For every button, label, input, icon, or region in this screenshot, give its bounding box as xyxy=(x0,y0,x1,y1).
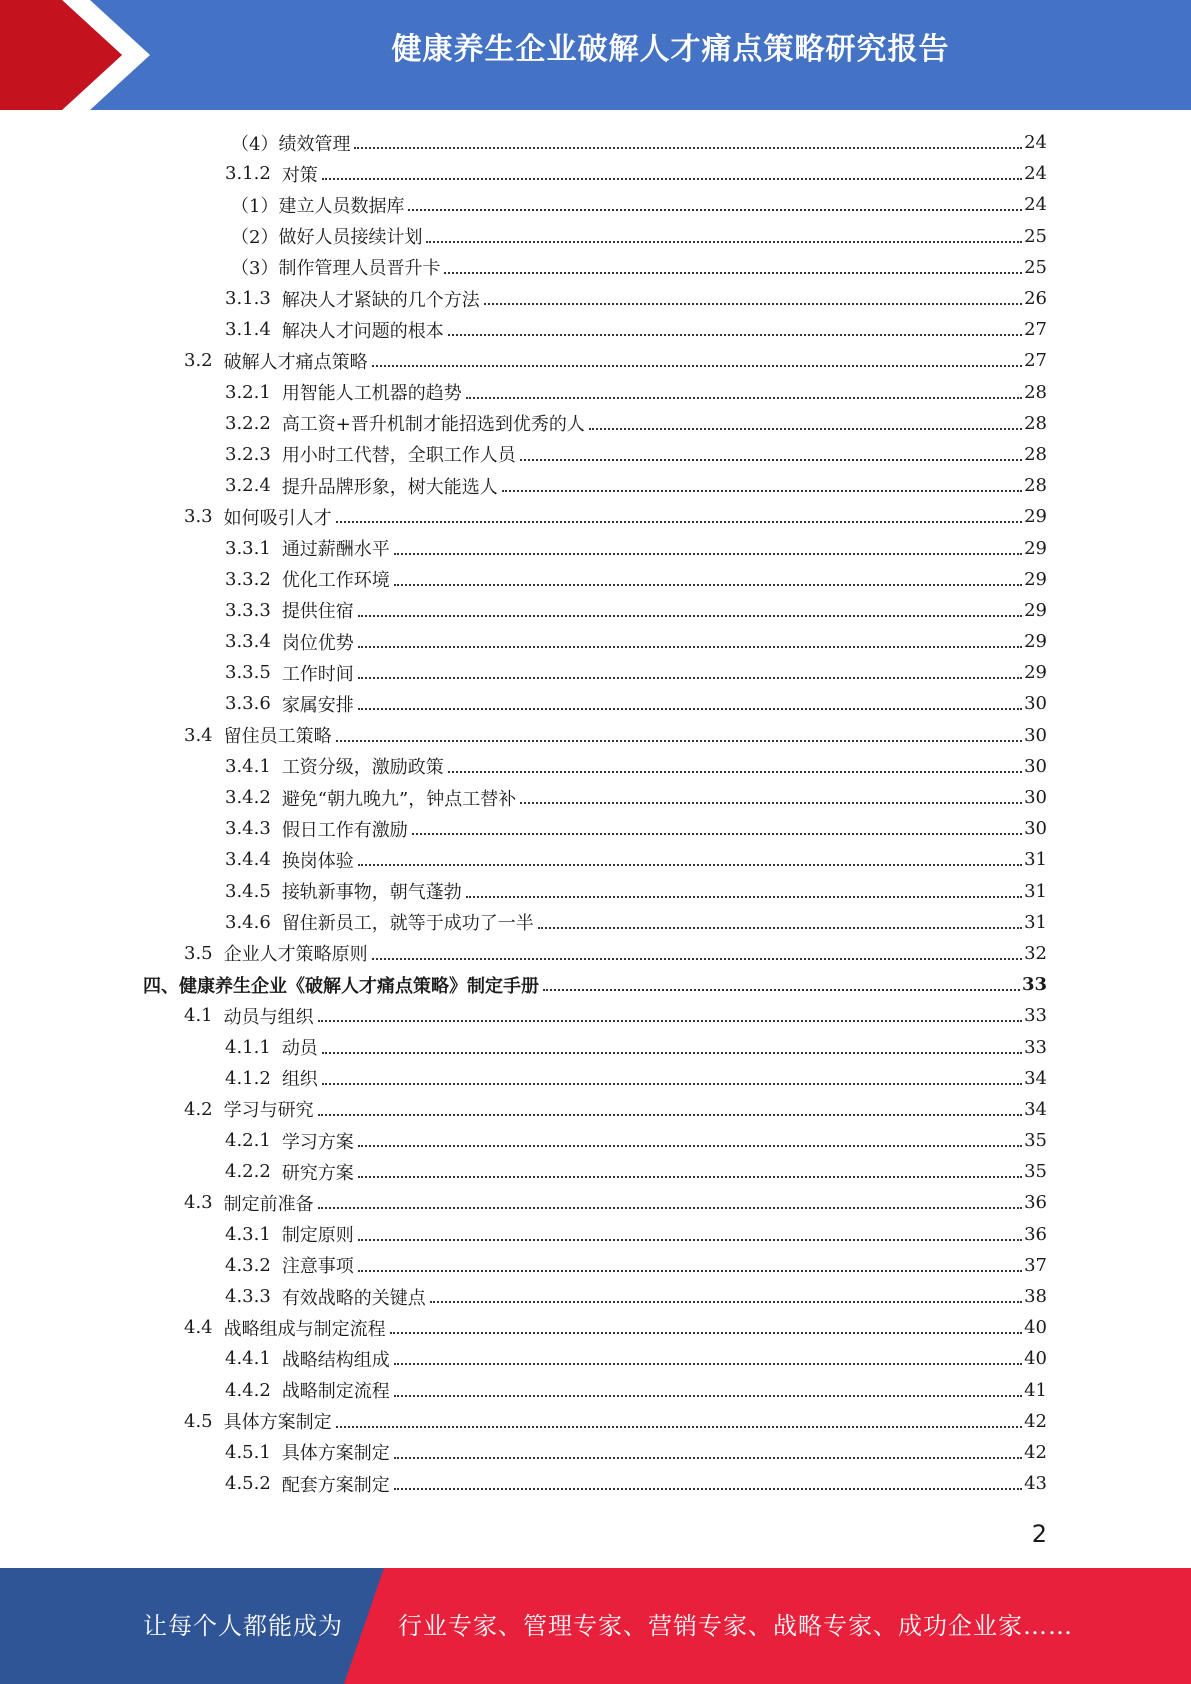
toc-entry-page: 30 xyxy=(1024,787,1047,809)
toc-entry-title: 学习方案 xyxy=(281,1131,354,1153)
toc-entry-page: 28 xyxy=(1024,381,1047,403)
toc-entry-page: 28 xyxy=(1024,475,1047,497)
toc-entry-title: 有效战略的关键点 xyxy=(281,1287,426,1309)
toc-entry-page: 29 xyxy=(1024,537,1047,559)
toc-entry-page: 26 xyxy=(1024,288,1047,310)
toc-dot-leader xyxy=(394,1394,1022,1397)
toc-entry-title: 解决人才紧缺的几个方法 xyxy=(281,289,480,311)
toc-entry-number: 3.4.2 xyxy=(225,787,271,809)
toc-entry[interactable] xyxy=(0,345,1191,376)
toc-dot-leader xyxy=(448,770,1022,773)
toc-entry-page: 35 xyxy=(1024,1130,1047,1152)
toc-entry-number: 3.2.4 xyxy=(225,475,271,497)
toc-entry[interactable] xyxy=(0,189,1191,220)
toc-entry-page: 33 xyxy=(1021,974,1047,996)
toc-entry-page: 28 xyxy=(1024,412,1047,434)
footer-slogan-left: 让每个人都能成为 xyxy=(143,1612,343,1640)
toc-entry-title: 具体方案制定 xyxy=(223,1412,332,1434)
toc-entry-number: 3.1.2 xyxy=(225,163,271,185)
toc-entry-number: 4.5.2 xyxy=(225,1473,271,1495)
toc-entry[interactable] xyxy=(0,127,1191,158)
toc-entry-number: 3.4.6 xyxy=(225,911,271,933)
toc-dot-leader xyxy=(466,396,1022,399)
toc-entry[interactable] xyxy=(0,377,1191,408)
toc-entry[interactable] xyxy=(0,283,1191,314)
toc-entry-page: 33 xyxy=(1024,1005,1047,1027)
toc-entry[interactable] xyxy=(0,1437,1191,1468)
toc-dot-leader xyxy=(520,458,1022,461)
toc-entry-page: 40 xyxy=(1024,1317,1047,1339)
toc-entry-title: 动员与组织 xyxy=(223,1006,314,1028)
page-footer xyxy=(0,1568,1191,1684)
toc-entry-title: 具体方案制定 xyxy=(281,1443,390,1465)
toc-entry-title: （3）制作管理人员晋升卡 xyxy=(231,258,441,280)
toc-entry[interactable] xyxy=(0,1219,1191,1250)
toc-dot-leader xyxy=(318,1206,1022,1209)
toc-entry-title: 留住新员工，就等于成功了一半 xyxy=(281,913,534,935)
toc-dot-leader xyxy=(358,863,1022,866)
toc-dot-leader xyxy=(318,1113,1022,1116)
toc-entry[interactable] xyxy=(0,1156,1191,1187)
toc-entry-number: 4.3.1 xyxy=(225,1223,271,1245)
toc-entry[interactable] xyxy=(0,1094,1191,1125)
toc-dot-leader xyxy=(466,895,1022,898)
toc-entry-number: 3.5 xyxy=(184,942,213,964)
toc-entry[interactable] xyxy=(0,751,1191,782)
toc-dot-leader xyxy=(372,957,1022,960)
toc-dot-leader xyxy=(502,489,1022,492)
toc-entry[interactable] xyxy=(0,1063,1191,1094)
toc-entry-page: 25 xyxy=(1024,256,1047,278)
toc-entry[interactable] xyxy=(0,938,1191,969)
toc-entry-page: 32 xyxy=(1024,942,1047,964)
toc-entry-page: 25 xyxy=(1024,225,1047,247)
toc-entry-number: 4.2.1 xyxy=(225,1130,271,1152)
toc-entry[interactable] xyxy=(0,876,1191,907)
toc-entry-number: 4.2 xyxy=(184,1098,213,1120)
toc-entry-title: 家属安排 xyxy=(281,694,354,716)
toc-dot-leader xyxy=(336,520,1022,523)
toc-entry-number: 3.4.3 xyxy=(225,818,271,840)
toc-dot-leader xyxy=(543,988,1020,991)
toc-entry-number: 3.2.3 xyxy=(225,443,271,465)
toc-entry[interactable] xyxy=(0,501,1191,532)
table-of-contents xyxy=(0,127,1191,1499)
toc-entry-page: 30 xyxy=(1024,693,1047,715)
toc-entry[interactable] xyxy=(0,782,1191,813)
toc-entry-number: 3.2 xyxy=(184,350,213,372)
toc-entry[interactable] xyxy=(0,1375,1191,1406)
toc-entry-page: 30 xyxy=(1024,818,1047,840)
toc-dot-leader xyxy=(394,552,1022,555)
toc-entry-title: 动员 xyxy=(281,1038,318,1060)
toc-entry-page: 36 xyxy=(1024,1223,1047,1245)
toc-entry-page: 27 xyxy=(1024,319,1047,341)
toc-entry[interactable] xyxy=(0,564,1191,595)
toc-dot-leader xyxy=(318,1019,1022,1022)
toc-entry-page: 33 xyxy=(1024,1036,1047,1058)
toc-entry-page: 43 xyxy=(1024,1473,1047,1495)
page-number: 2 xyxy=(1031,1520,1047,1548)
toc-entry[interactable] xyxy=(0,720,1191,751)
toc-entry-page: 36 xyxy=(1024,1192,1047,1214)
toc-entry-title: 战略组成与制定流程 xyxy=(223,1318,386,1340)
toc-dot-leader xyxy=(430,1300,1022,1303)
toc-entry-number: 3.4 xyxy=(184,724,213,746)
toc-entry[interactable] xyxy=(0,1468,1191,1499)
toc-entry-page: 34 xyxy=(1024,1067,1047,1089)
toc-entry-number: 3.3 xyxy=(184,506,213,528)
toc-dot-leader xyxy=(412,832,1022,835)
toc-entry-page: 31 xyxy=(1024,911,1047,933)
toc-entry-title: 岗位优势 xyxy=(281,632,354,654)
toc-entry-page: 31 xyxy=(1024,880,1047,902)
toc-dot-leader xyxy=(408,208,1022,211)
toc-entry-title: 解决人才问题的根本 xyxy=(281,320,444,342)
toc-entry-title: 工资分级，激励政策 xyxy=(281,757,444,779)
toc-entry-number: 4.4.1 xyxy=(225,1348,271,1370)
toc-entry-page: 24 xyxy=(1024,163,1047,185)
toc-entry[interactable] xyxy=(0,532,1191,563)
toc-entry-page: 27 xyxy=(1024,350,1047,372)
toc-dot-leader xyxy=(390,1331,1022,1334)
toc-entry-number: 3.3.6 xyxy=(225,693,271,715)
toc-entry-title: 避免“朝九晚九”，钟点工替补 xyxy=(281,788,517,810)
toc-entry-page: 29 xyxy=(1024,662,1047,684)
toc-entry-number: 4.3 xyxy=(184,1192,213,1214)
toc-entry-page: 34 xyxy=(1024,1098,1047,1120)
toc-entry-page: 24 xyxy=(1024,132,1047,154)
toc-entry-number: 3.2.2 xyxy=(225,412,271,434)
toc-entry-page: 28 xyxy=(1024,443,1047,465)
toc-entry-title: 四、健康养生企业《破解人才痛点策略》制定手册 xyxy=(143,975,539,997)
toc-entry-number: 4.1.2 xyxy=(225,1067,271,1089)
toc-entry-title: 用小时工代替，全职工作人员 xyxy=(281,445,516,467)
toc-entry-title: 换岗体验 xyxy=(281,850,354,872)
toc-dot-leader xyxy=(358,1269,1022,1272)
toc-entry[interactable] xyxy=(0,657,1191,688)
toc-entry-title: 组织 xyxy=(281,1069,318,1091)
toc-dot-leader xyxy=(354,146,1022,149)
toc-entry-title: 制定原则 xyxy=(281,1225,354,1247)
toc-entry-title: 工作时间 xyxy=(281,663,354,685)
toc-entry-title: 配套方案制定 xyxy=(281,1474,390,1496)
toc-entry-page: 42 xyxy=(1024,1410,1047,1432)
toc-entry[interactable] xyxy=(0,1187,1191,1218)
toc-entry-number: 4.3.2 xyxy=(225,1254,271,1276)
header-chevron-decoration xyxy=(0,0,160,110)
toc-entry-number: 4.5.1 xyxy=(225,1441,271,1463)
toc-entry-page: 40 xyxy=(1024,1348,1047,1370)
toc-entry-title: 通过薪酬水平 xyxy=(281,539,390,561)
toc-entry[interactable] xyxy=(0,252,1191,283)
toc-entry-title: 破解人才痛点策略 xyxy=(223,351,368,373)
toc-entry-title: 高工资+晋升机制才能招选到优秀的人 xyxy=(281,414,585,436)
toc-entry-page: 35 xyxy=(1024,1161,1047,1183)
toc-entry[interactable] xyxy=(0,1125,1191,1156)
toc-entry[interactable] xyxy=(0,158,1191,189)
toc-entry-title: 学习与研究 xyxy=(223,1100,314,1122)
toc-entry-page: 30 xyxy=(1024,724,1047,746)
toc-entry[interactable] xyxy=(0,408,1191,439)
toc-entry-page: 38 xyxy=(1024,1286,1047,1308)
toc-dot-leader xyxy=(484,302,1022,305)
toc-entry[interactable] xyxy=(0,470,1191,501)
toc-dot-leader xyxy=(358,676,1022,679)
toc-entry-number: 3.4.1 xyxy=(225,755,271,777)
toc-entry-title: 如何吸引人才 xyxy=(223,507,332,529)
toc-entry[interactable] xyxy=(0,844,1191,875)
toc-entry-title: 研究方案 xyxy=(281,1162,354,1184)
toc-entry-title: （2）做好人员接续计划 xyxy=(231,227,423,249)
toc-dot-leader xyxy=(358,1238,1022,1241)
toc-dot-leader xyxy=(358,614,1022,617)
toc-entry[interactable] xyxy=(0,969,1191,1000)
toc-entry-title: 企业人才策略原则 xyxy=(223,944,368,966)
toc-entry-number: 4.4.2 xyxy=(225,1379,271,1401)
toc-entry[interactable] xyxy=(0,1250,1191,1281)
toc-dot-leader xyxy=(444,271,1022,274)
header-title: 健康养生企业破解人才痛点策略研究报告 xyxy=(391,32,950,67)
toc-entry-page: 30 xyxy=(1024,755,1047,777)
toc-dot-leader xyxy=(538,926,1022,929)
toc-entry-number: 3.3.3 xyxy=(225,599,271,621)
toc-entry-title: 留住员工策略 xyxy=(223,726,332,748)
toc-entry-number: 3.4.5 xyxy=(225,880,271,902)
toc-entry-title: （4）绩效管理 xyxy=(231,133,351,155)
toc-entry-title: （1）建立人员数据库 xyxy=(231,195,405,217)
toc-entry-number: 3.4.4 xyxy=(225,849,271,871)
toc-entry-number: 4.1.1 xyxy=(225,1036,271,1058)
toc-dot-leader xyxy=(372,364,1022,367)
toc-entry-number: 4.3.3 xyxy=(225,1286,271,1308)
toc-entry-number: 3.3.4 xyxy=(225,631,271,653)
toc-dot-leader xyxy=(394,583,1022,586)
toc-dot-leader xyxy=(426,240,1022,243)
toc-entry-title: 接轨新事物，朝气蓬勃 xyxy=(281,882,462,904)
toc-entry-number: 4.5 xyxy=(184,1410,213,1432)
toc-entry-number: 3.3.5 xyxy=(225,662,271,684)
toc-dot-leader xyxy=(394,1456,1022,1459)
toc-entry-title: 用智能人工机器的趋势 xyxy=(281,383,462,405)
toc-dot-leader xyxy=(358,1144,1022,1147)
toc-dot-leader xyxy=(520,801,1022,804)
toc-entry[interactable] xyxy=(0,1281,1191,1312)
toc-dot-leader xyxy=(336,739,1022,742)
toc-entry-title: 战略制定流程 xyxy=(281,1381,390,1403)
toc-dot-leader xyxy=(322,177,1022,180)
toc-dot-leader xyxy=(322,1051,1022,1054)
toc-entry-number: 3.1.4 xyxy=(225,319,271,341)
toc-entry[interactable] xyxy=(0,1312,1191,1343)
toc-entry[interactable] xyxy=(0,221,1191,252)
toc-entry-page: 41 xyxy=(1024,1379,1047,1401)
toc-entry-number: 4.4 xyxy=(184,1317,213,1339)
toc-entry[interactable] xyxy=(0,813,1191,844)
toc-dot-leader xyxy=(589,427,1022,430)
page-header xyxy=(0,0,1191,110)
footer-slogan-right: 行业专家、管理专家、营销专家、战略专家、成功企业家…… xyxy=(398,1612,1073,1640)
toc-entry-title: 假日工作有激励 xyxy=(281,819,408,841)
toc-entry-page: 29 xyxy=(1024,568,1047,590)
toc-entry-title: 提升品牌形象，树大能选人 xyxy=(281,476,498,498)
toc-entry[interactable] xyxy=(0,626,1191,657)
toc-entry-title: 制定前准备 xyxy=(223,1193,314,1215)
toc-entry-title: 战略结构组成 xyxy=(281,1349,390,1371)
toc-entry[interactable] xyxy=(0,314,1191,345)
toc-dot-leader xyxy=(358,645,1022,648)
toc-entry[interactable] xyxy=(0,1343,1191,1374)
toc-dot-leader xyxy=(394,1362,1022,1365)
toc-entry-page: 29 xyxy=(1024,631,1047,653)
toc-entry-number: 3.3.2 xyxy=(225,568,271,590)
toc-entry-page: 31 xyxy=(1024,849,1047,871)
toc-dot-leader xyxy=(322,1082,1022,1085)
toc-entry-title: 提供住宿 xyxy=(281,601,354,623)
toc-dot-leader xyxy=(358,707,1022,710)
toc-entry-number: 4.1 xyxy=(184,1005,213,1027)
toc-entry-page: 24 xyxy=(1024,194,1047,216)
toc-dot-leader xyxy=(358,1175,1022,1178)
toc-entry-number: 4.2.2 xyxy=(225,1161,271,1183)
toc-entry[interactable] xyxy=(0,907,1191,938)
toc-entry[interactable] xyxy=(0,688,1191,719)
toc-entry-title: 对策 xyxy=(281,164,318,186)
toc-dot-leader xyxy=(394,1487,1022,1490)
toc-entry-title: 优化工作环境 xyxy=(281,570,390,592)
toc-entry[interactable] xyxy=(0,595,1191,626)
toc-dot-leader xyxy=(448,333,1022,336)
toc-dot-leader xyxy=(336,1425,1022,1428)
toc-entry-number: 3.1.3 xyxy=(225,288,271,310)
toc-entry[interactable] xyxy=(0,1406,1191,1437)
toc-entry-page: 42 xyxy=(1024,1441,1047,1463)
toc-entry-page: 29 xyxy=(1024,506,1047,528)
toc-entry-number: 3.2.1 xyxy=(225,381,271,403)
toc-entry-title: 注意事项 xyxy=(281,1256,354,1278)
toc-entry-number: 3.3.1 xyxy=(225,537,271,559)
toc-entry-page: 37 xyxy=(1024,1254,1047,1276)
toc-entry[interactable] xyxy=(0,1031,1191,1062)
toc-entry-page: 29 xyxy=(1024,599,1047,621)
toc-entry[interactable] xyxy=(0,439,1191,470)
toc-entry[interactable] xyxy=(0,1000,1191,1031)
